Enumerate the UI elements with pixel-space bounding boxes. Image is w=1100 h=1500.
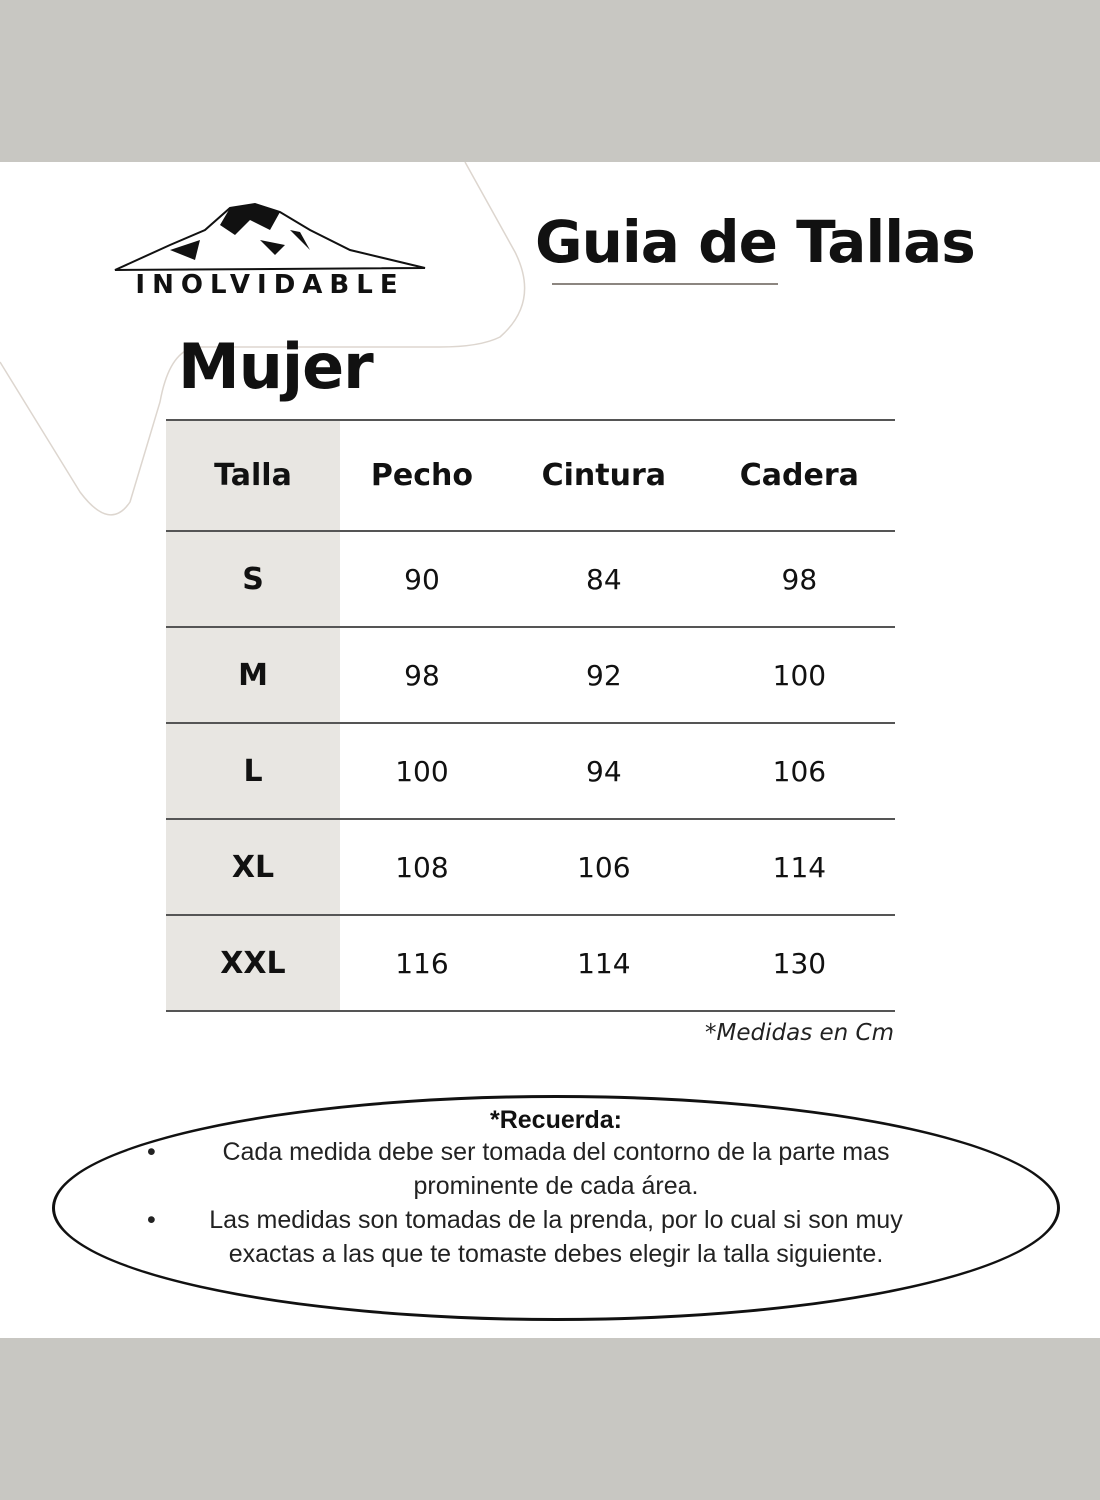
reminder-list <box>55 1135 1057 1271</box>
measurement-cell: 106 <box>704 723 895 819</box>
section-title: Mujer <box>178 330 373 403</box>
measurement-cell: 94 <box>504 723 704 819</box>
measurement-cell: 98 <box>340 627 504 723</box>
size-guide-sheet <box>0 162 1100 1338</box>
size-cell: L <box>166 723 340 819</box>
list-item <box>55 1203 1057 1271</box>
size-cell: M <box>166 627 340 723</box>
list-item <box>55 1135 1057 1203</box>
measurement-cell: 90 <box>340 531 504 627</box>
measurement-cell: 108 <box>340 819 504 915</box>
table-row <box>166 627 895 723</box>
page-title: Guia de Tallas <box>535 208 975 276</box>
measurement-cell: 98 <box>704 531 895 627</box>
bullet-icon: • <box>147 1138 156 1166</box>
bullet-icon: • <box>147 1206 156 1234</box>
size-cell: XL <box>166 819 340 915</box>
units-note: *Medidas en Cm <box>705 1020 894 1046</box>
brand-logo <box>110 200 430 305</box>
header-cell: Cadera <box>704 420 895 531</box>
measurement-cell: 100 <box>340 723 504 819</box>
measurement-cell: 100 <box>704 627 895 723</box>
size-cell: S <box>166 531 340 627</box>
measurement-cell: 84 <box>504 531 704 627</box>
measurement-cell: 106 <box>504 819 704 915</box>
measurement-cell: 130 <box>704 915 895 1011</box>
title-underline <box>552 283 778 285</box>
size-table <box>166 419 895 1012</box>
reminder-text: Las medidas son tomadas de la prenda, por lo cual si son muy exactas a las que te tomaste debes elegir la talla siguiente. <box>209 1206 903 1268</box>
mountain-icon <box>110 200 430 275</box>
header-cell: Pecho <box>340 420 504 531</box>
table-row <box>166 819 895 915</box>
measurement-cell: 116 <box>340 915 504 1011</box>
reminder-text: Cada medida debe ser tomada del contorno de la parte mas prominente de cada área. <box>222 1138 890 1200</box>
measurement-cell: 114 <box>704 819 895 915</box>
reminder-title: *Recuerda: <box>490 1106 622 1134</box>
header-cell: Talla <box>166 420 340 531</box>
table-row <box>166 915 895 1011</box>
table-header-row <box>166 420 895 531</box>
size-cell: XXL <box>166 915 340 1011</box>
header-cell: Cintura <box>504 420 704 531</box>
reminder-box <box>52 1095 1060 1321</box>
brand-name: INOLVIDABLE <box>135 270 405 300</box>
measurement-cell: 92 <box>504 627 704 723</box>
measurement-cell: 114 <box>504 915 704 1011</box>
table-row <box>166 531 895 627</box>
table-row <box>166 723 895 819</box>
